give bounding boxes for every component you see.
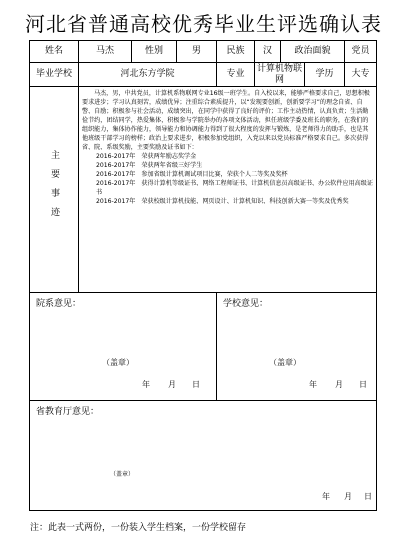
footer-note: 注：此表一式两份，一份装入学生档案，一份学校留存 [30,523,247,533]
degree-label: 学历 [305,63,345,87]
politics-label: 政治面貌 [281,41,345,63]
deeds-content [79,87,377,293]
deeds-paragraph: 马杰，男，中共党员，计算机系物联网专业16级一班学生。自入校以来，能够严格要求自己，思想积极要求进步；学习认真刻苦，成绩优异；注重综合素质提升，以“发现要创新，创新要学习”的理念自省、自警、自励；积极参与社会活动，成绩突出，在同学中获得了良好的评价；工作主动热情，认真负责；生活勤俭节约，团结同学，热爱集体，积极参与学院举办的各项文体活动，担任班级学委及班长的职务，在我们的组织能力，集体协作能力，领导能力和协调能力得到了很大程度的发挥与锻炼，是老师得力的助手，也是其他班级干部学习的榜样；政治上要求进步，积极参加党组织，入党以来以党员标准严格要求自己。多次获得省、院、系级奖励，主要奖励及证书如下： [82,90,370,151]
education-day-label: 日 [364,492,372,501]
education-dept-opinion-label: 省教育厅意见： [36,407,100,417]
education-month-label: 月 [344,492,352,501]
deeds-label-cell [30,87,79,293]
department-opinion-label: 院系意见： [36,299,82,309]
name-label: 姓名 [30,41,79,63]
school-opinion-cell [217,293,377,401]
department-day-label: 日 [192,380,200,389]
department-year-label: 年 [142,380,150,389]
confirmation-form-table [29,40,377,511]
award-item: 2016-2017年 荣获校级计算机技能、网页设计、计算机知识、科技创新大赛一等奖及优秀奖 [96,198,349,205]
school-seal: （盖章） [269,358,301,367]
department-seal: （盖章） [102,358,134,367]
school-month-label: 月 [335,380,343,389]
major-value: 计算机物联网 [255,63,305,87]
deeds-label: 主要事迹 [49,149,59,226]
award-item: 2016-2017年 参加省级计算机调试项目比赛，荣获个人二等奖及奖杯 [96,171,288,178]
school-day-label: 日 [359,380,367,389]
degree-value: 大专 [345,63,377,87]
page-title: 河北省普通高校优秀毕业生评选确认表 [25,12,382,36]
major-label: 专业 [217,63,255,87]
education-dept-opinion-cell [30,401,377,511]
school-label: 毕业学校 [30,63,79,87]
education-year-label: 年 [322,492,330,501]
award-item: 2016-2017年 荣获两年励志奖学金 [96,153,197,160]
school-value: 河北东方学院 [79,63,217,87]
department-opinion-cell [30,293,217,401]
school-year-label: 年 [309,380,317,389]
gender-label: 性别 [132,41,177,63]
award-item: 2016-2017年 荣获两年省级三好学生 [96,162,203,169]
ethnicity-value: 汉 [255,41,281,63]
award-item: 2016-2017年 获得计算机等级证书、网络工程师证书、计算机信息员高级证书、办公软件应用高级证书 [96,180,373,196]
name-value: 马杰 [79,41,132,63]
ethnicity-label: 民族 [217,41,255,63]
department-month-label: 月 [168,380,176,389]
school-opinion-label: 学校意见： [223,299,269,309]
gender-value: 男 [177,41,217,63]
politics-value: 党员 [345,41,377,63]
education-dept-seal: （盖章） [110,471,135,478]
